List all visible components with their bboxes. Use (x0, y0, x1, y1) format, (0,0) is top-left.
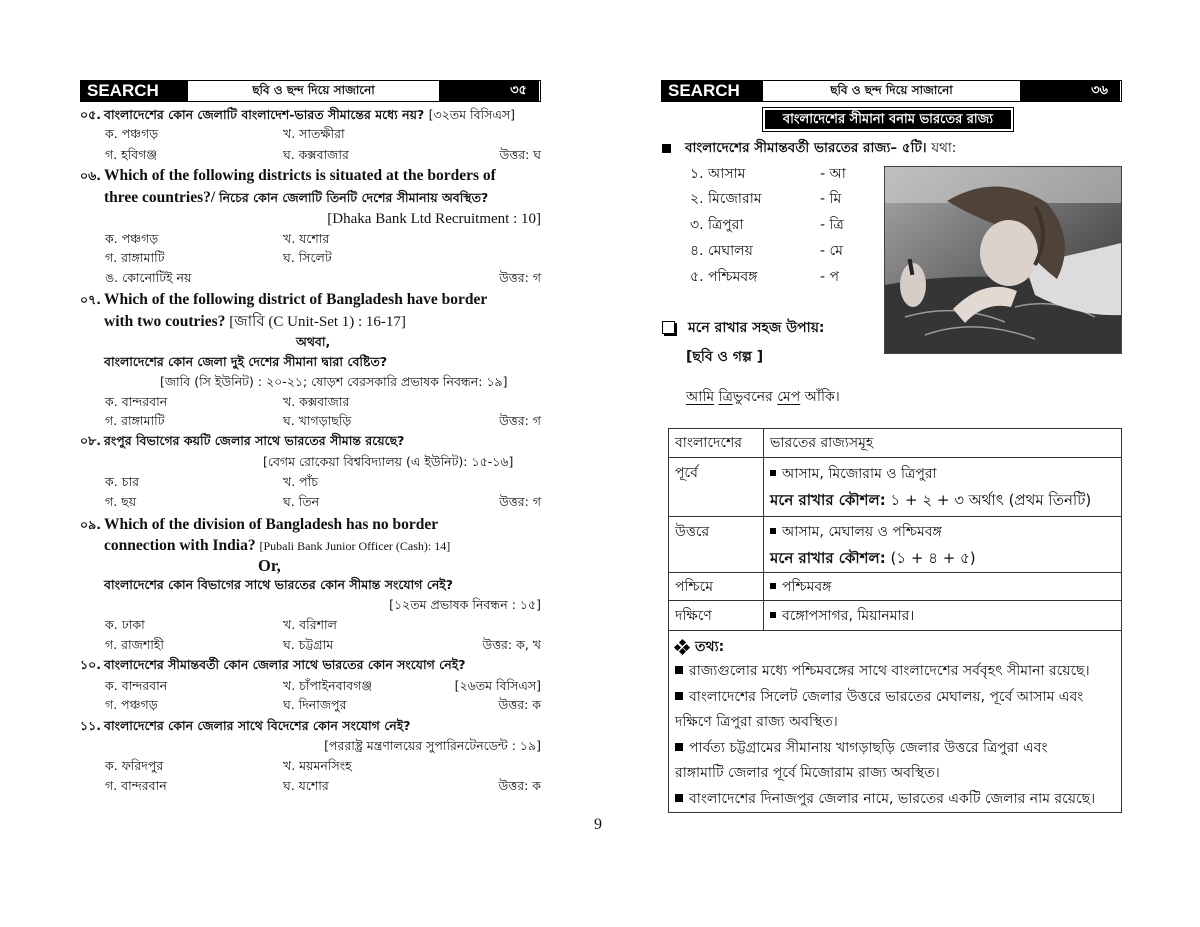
question-source: [জাবি (সি ইউনিট) : ২০-২১; ষোড়শ বেরসকারি প্রভাষক নিবন্ধন: ১৯] (160, 374, 508, 389)
table-header-row (669, 429, 1122, 458)
option: খ. বরিশাল (283, 617, 337, 632)
option: ক. বান্দরবান (105, 678, 168, 693)
option: ক. ঢাকা (105, 617, 145, 632)
tip-heading: মনে রাখার সহজ উপায়: (688, 320, 825, 336)
bullet-icon (770, 612, 776, 618)
square-bullet-icon (675, 666, 683, 674)
header-title: ছবি ও ছন্দ দিয়ে সাজানো (188, 81, 439, 101)
tip-subheading: [ছবি ও গল্প ] (686, 349, 764, 365)
table-row (669, 573, 1122, 601)
state-name: ২. মিজোরাম (690, 191, 762, 207)
direction-cell: পশ্চিমে (669, 573, 764, 601)
fact-text: বাংলাদেশের সিলেট জেলার উত্তরে ভারতের মেঘালয়, পূর্বে আসাম এবং (689, 688, 1084, 705)
state-code: - আ (820, 166, 846, 182)
state-code: - মি (820, 191, 842, 207)
question-source: [বেগম রোকেয়া বিশ্ববিদ্যালয় (এ ইউনিট): ১৫-১৬] (263, 454, 514, 469)
question-10 (80, 656, 465, 674)
mnemonic-sentence (686, 386, 840, 408)
mnemonic-part: আঁকি। (800, 389, 840, 405)
question-text: বাংলাদেশের সীমান্তবর্তী কোন জেলার সাথে ভারতের কোন সংযোগ নেই? (104, 657, 466, 672)
answer: উত্তর: ক (498, 778, 541, 793)
question-text: three countries?/ (104, 189, 216, 206)
option: ক. পঞ্চগড় (105, 126, 159, 141)
fact-text: পার্বত্য চট্টগ্রামের সীমানায় খাগড়াছড়ি জেলার উত্তরে ত্রিপুরা এবং (689, 739, 1048, 756)
header-page-number: ৩৬ (1020, 81, 1120, 101)
mnemonic-part: ত্রি (718, 389, 733, 405)
bullet-icon (770, 583, 776, 589)
question-text-bn: বাংলাদেশের কোন জেলা দুই দেশের সীমানা দ্বারা বেষ্টিত? (104, 354, 388, 369)
option: ঘ. তিন (283, 494, 320, 509)
question-source: [৩২তম বিসিএস] (428, 107, 516, 122)
question-number: ০৮. (80, 433, 101, 448)
direction-cell: উত্তরে (669, 517, 764, 573)
states-text: বঙ্গোপসাগর, মিয়ানমার। (782, 607, 915, 624)
states-text: আসাম, মিজোরাম ও ত্রিপুরা (782, 466, 937, 482)
direction-cell: পূর্বে (669, 458, 764, 517)
question-07-line2 (104, 312, 406, 332)
facts-row (669, 631, 1122, 813)
mnemonic-part: মি (702, 389, 715, 405)
state-name: ৩. ত্রিপুরা (690, 217, 744, 233)
option: ঘ. খাগড়াছড়ি (283, 413, 352, 428)
option: ঘ. চট্টগ্রাম (283, 637, 334, 652)
question-text: রংপুর বিভাগের কয়টি জেলার সাথে ভারতের সীমান্ত রয়েছে? (104, 433, 405, 448)
fact-text: রাজ্যগুলোর মধ্যে পশ্চিমবঙ্গের সাথে বাংলাদেশের সর্ববৃহৎ সীমানা রয়েছে। (689, 663, 1090, 679)
direction-cell: দক্ষিণে (669, 601, 764, 631)
option: গ. রাঙ্গামাটি (105, 413, 165, 428)
option: খ. ময়মনসিংহ (283, 758, 352, 773)
question-source: [জাবি (C Unit-Set 1) : 16-17] (229, 314, 406, 330)
shadow-box-icon (662, 321, 675, 334)
fact-item (675, 736, 1115, 762)
answer: উত্তর: গ (499, 270, 541, 285)
fact-item-continued: দক্ষিণে ত্রিপুরা রাজ্য অবস্থিত। (675, 714, 838, 730)
fact-item (675, 787, 1115, 813)
table-header-cell: ভারতের রাজ্যসমূহ (764, 429, 1122, 458)
state-code: - প (820, 269, 840, 285)
option: ঘ. দিনাজপুর (283, 697, 347, 712)
left-page-header (80, 80, 541, 102)
question-source: [২৬তম বিসিএস] (454, 678, 541, 693)
states-cell (764, 458, 1122, 517)
option: গ. রাজশাহী (105, 637, 164, 652)
state-code: - মে (820, 243, 843, 259)
states-cell (764, 573, 1122, 601)
state-name: ১. আসাম (690, 166, 746, 182)
answer: উত্তর: গ (499, 494, 541, 509)
diamond-cluster-icon (675, 640, 689, 654)
question-text-bn: নিচের কোন জেলাটি তিনটি দেশের সীমানায় অবস্থিত? (219, 190, 489, 205)
option: খ. যশোর (283, 231, 330, 246)
question-text: বাংলাদেশের কোন জেলাটি বাংলাদেশ-ভারত সীমান্তের মধ্যে নয়? (104, 107, 425, 122)
option: গ. বান্দরবান (105, 778, 167, 793)
option: ঘ. সিলেট (283, 250, 332, 265)
brand-label: SEARCH (81, 81, 188, 101)
fact-item (675, 685, 1115, 711)
question-text-bn: বাংলাদেশের কোন বিভাগের সাথে ভারতের কোন সীমান্ত সংযোগ নেই? (104, 577, 454, 592)
question-11 (80, 717, 411, 735)
border-states-table (668, 428, 1122, 813)
facts-cell (669, 631, 1122, 813)
question-source: [Dhaka Bank Ltd Recruitment : 10] (327, 211, 541, 227)
question-09-line2 (104, 536, 450, 556)
page-number: 9 (594, 816, 602, 833)
fact-item (675, 659, 1115, 685)
mnemonic-part: আ (686, 389, 703, 405)
mnemonic-part: প (790, 389, 801, 405)
intro-suffix: যথা: (931, 140, 957, 156)
mnemonic-part: ভুবনের (732, 389, 778, 405)
fact-item-continued: রাঙ্গামাটি জেলার পূর্বে মিজোরাম রাজ্য অবস্থিত। (675, 765, 940, 781)
section-title: বাংলাদেশের সীমানা বনাম ভারতের রাজ্য (763, 108, 1013, 131)
states-text: পশ্চিমবঙ্গ (782, 578, 832, 595)
square-bullet-icon (675, 794, 683, 802)
option: খ. কক্সবাজার (283, 394, 350, 409)
intro-line (685, 139, 956, 157)
child-drawing-photo (884, 166, 1122, 354)
question-number: ১০. (80, 657, 101, 672)
mnemonic-part: মে (777, 389, 791, 405)
question-source: [১২তম প্রভাষক নিবন্ধন : ১৫] (389, 597, 541, 612)
bullet-icon (770, 528, 776, 534)
option: ক. পঞ্চগড় (105, 231, 159, 246)
table-row (669, 601, 1122, 631)
question-number: ০৬. (80, 168, 102, 183)
bullet-icon (770, 470, 776, 476)
trick-label: মনে রাখার কৌশল: (770, 491, 886, 509)
option: খ. সাতক্ষীরা (283, 126, 345, 141)
question-source: [পররাষ্ট্র মন্ত্রণালয়ের সুপারিনটেনডেন্ট : ১৯] (324, 738, 541, 753)
trick-text: (১ + ৪ + ৫) (890, 548, 976, 567)
question-08 (80, 432, 404, 450)
photo-image (885, 167, 1121, 353)
trick-label: মনে রাখার কৌশল: (770, 548, 886, 567)
question-06 (80, 166, 496, 186)
question-text: connection with India? (104, 537, 256, 554)
trick-text: ১ + ২ + ৩ অর্থাৎ (প্রথম তিনটি) (890, 491, 1092, 509)
table-header-cell: বাংলাদেশের (669, 429, 764, 458)
states-text: আসাম, মেঘালয় ও পশ্চিমবঙ্গ (782, 523, 942, 540)
black-square-icon (662, 144, 671, 153)
option: ঘ. কক্সবাজার (283, 147, 349, 162)
answer: উত্তর: গ (499, 413, 541, 428)
question-number: ০৭. (80, 292, 102, 307)
square-bullet-icon (675, 692, 683, 700)
state-name: ৪. মেঘালয় (690, 243, 753, 259)
question-number: ০৫. (80, 107, 101, 122)
option: ক. বান্দরবান (105, 394, 168, 409)
question-text: Which of the following districts is situated at the borders of (104, 167, 496, 184)
question-text: Which of the following district of Bangladesh have border (104, 291, 488, 308)
option: ক. ফরিদপুর (105, 758, 164, 773)
right-page-header (661, 80, 1122, 102)
states-cell (764, 601, 1122, 631)
question-text: Which of the division of Bangladesh has no border (104, 516, 439, 533)
option: গ. ছয় (105, 494, 137, 509)
answer: উত্তর: ক (498, 697, 541, 712)
question-05 (80, 106, 515, 124)
option: গ. পঞ্চগড় (105, 697, 158, 712)
or-separator: অথবা, (296, 334, 331, 349)
answer: উত্তর: ঘ (499, 147, 541, 162)
state-code: - ত্রি (820, 217, 844, 233)
brand-label: SEARCH (662, 81, 763, 101)
question-number: ০৯. (80, 517, 101, 532)
or-separator: Or, (258, 556, 281, 575)
square-bullet-icon (675, 743, 683, 751)
option: খ. পাঁচ (283, 474, 319, 489)
table-row (669, 517, 1122, 573)
option: গ. রাঙ্গামাটি (105, 250, 165, 265)
header-title: ছবি ও ছন্দ দিয়ে সাজানো (763, 81, 1020, 101)
intro-label: বাংলাদেশের সীমান্তবর্তী ভারতের রাজ্য– ৫টি। (685, 140, 927, 156)
question-06-line2 (104, 188, 488, 208)
option: গ. হবিগঞ্জ (105, 147, 158, 162)
question-text: বাংলাদেশের কোন জেলার সাথে বিদেশের কোন সংযোগ নেই? (104, 718, 411, 733)
facts-heading-text: তথ্য: (695, 639, 725, 655)
question-number: ১১. (80, 718, 101, 733)
question-07 (80, 290, 487, 310)
option: ঙ. কোনোটিই নয় (105, 270, 192, 285)
facts-heading (675, 635, 1115, 659)
option: ঘ. যশোর (283, 778, 329, 793)
answer: উত্তর: ক, খ (482, 637, 541, 652)
state-name: ৫. পশ্চিমবঙ্গ (690, 269, 758, 285)
states-cell (764, 517, 1122, 573)
question-text: with two coutries? (104, 313, 226, 330)
question-source: [Pubali Bank Junior Officer (Cash): 14] (259, 539, 451, 553)
option: ক. চার (105, 474, 139, 489)
option: খ. চাঁপাইনবাবগঞ্জ (283, 678, 373, 693)
table-row (669, 458, 1122, 517)
fact-text: বাংলাদেশের দিনাজপুর জেলার নামে, ভারতের একটি জেলার নাম রয়েছে। (689, 790, 1096, 807)
header-page-number: ৩৫ (439, 81, 539, 101)
question-09 (80, 515, 438, 535)
